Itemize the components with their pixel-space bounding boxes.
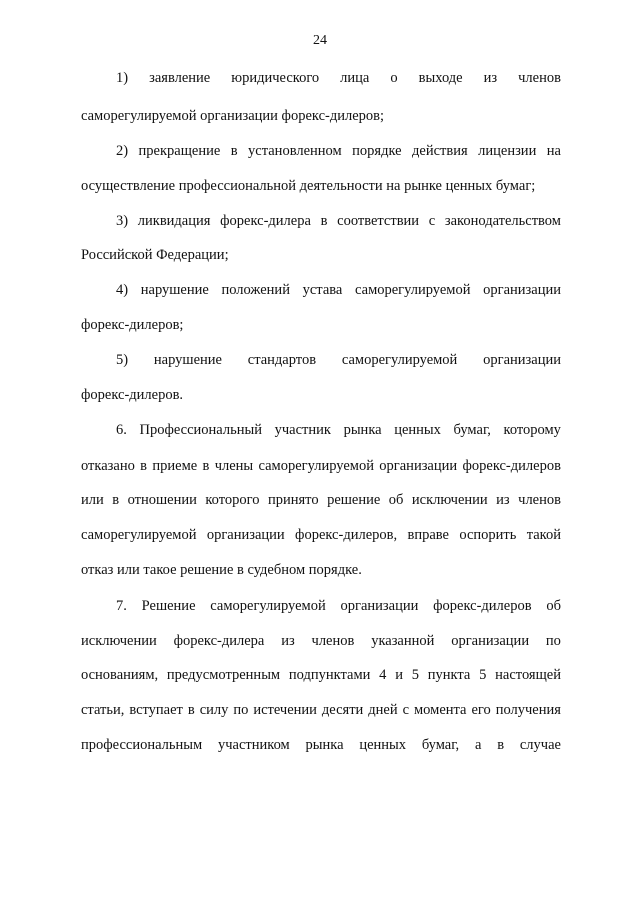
word: по xyxy=(233,702,249,718)
word: в xyxy=(320,213,328,229)
word: члены xyxy=(214,458,254,474)
word: порядке xyxy=(352,143,402,159)
word: 5) xyxy=(116,352,129,368)
word: предусмотренным xyxy=(166,667,281,683)
para-7-line-1 xyxy=(116,596,561,616)
word: саморегулируемой xyxy=(355,282,471,298)
para-7-line-2 xyxy=(81,631,561,651)
word: нарушение xyxy=(153,352,222,368)
word: организации xyxy=(379,458,458,474)
word: 1) xyxy=(116,70,129,86)
word: действия xyxy=(412,143,468,159)
word: момента xyxy=(414,702,467,718)
word: саморегулируемой xyxy=(258,458,374,474)
word: организации xyxy=(451,633,530,649)
item-3-line-1 xyxy=(116,211,561,231)
item-5-line-2: форекс-дилеров. xyxy=(81,387,184,403)
word: форекс-дилеров xyxy=(462,458,561,474)
para-6-line-1 xyxy=(116,420,561,440)
para-7-line-3 xyxy=(81,665,561,685)
word: из xyxy=(281,633,295,649)
word: подпунктами xyxy=(288,667,371,683)
word: саморегулируемой xyxy=(81,527,197,543)
item-4-line-1 xyxy=(116,280,561,300)
word: бумаг, xyxy=(453,422,491,438)
para-6-line-3 xyxy=(81,490,561,510)
word: в xyxy=(112,492,120,508)
word: об xyxy=(388,492,404,508)
word: участник xyxy=(274,422,331,438)
word: приеме xyxy=(152,458,198,474)
word: выходе xyxy=(418,70,463,86)
word: о xyxy=(390,70,398,86)
word: стандартов xyxy=(247,352,317,368)
word: соответствии xyxy=(337,213,420,229)
word: случае xyxy=(519,737,561,753)
word: в xyxy=(230,143,238,159)
word: рынка xyxy=(343,422,382,438)
word: членов xyxy=(311,633,355,649)
para-6-line-4 xyxy=(81,525,561,545)
word: из xyxy=(483,70,498,86)
word: саморегулируемой xyxy=(341,352,458,368)
word: бумаг, xyxy=(421,737,460,753)
item-1-line-2: саморегулируемой организации форекс-дилеров; xyxy=(81,108,385,124)
word: 3) xyxy=(116,213,129,229)
word: членов xyxy=(518,492,561,508)
word: ценных xyxy=(394,422,441,438)
word: решение xyxy=(327,492,381,508)
item-2-line-1 xyxy=(116,141,561,161)
word: десяти xyxy=(321,702,364,718)
word: отказано xyxy=(81,458,135,474)
word: дней xyxy=(368,702,398,718)
word: в xyxy=(187,702,195,718)
word: прекращение xyxy=(138,143,221,159)
word: на xyxy=(546,143,561,159)
word: с xyxy=(428,213,436,229)
word: в xyxy=(202,458,210,474)
word: оспорить xyxy=(459,527,517,543)
word: ценных xyxy=(359,737,407,753)
word: рынка xyxy=(305,737,344,753)
word: 5 xyxy=(411,667,419,683)
word: указанной xyxy=(371,633,435,649)
word: которого xyxy=(205,492,260,508)
para-7-line-5 xyxy=(81,735,561,755)
word: его xyxy=(471,702,491,718)
word: Решение xyxy=(141,598,196,614)
word: нарушение xyxy=(140,282,209,298)
word: участником xyxy=(217,737,290,753)
page-number: 24 xyxy=(313,33,327,48)
word: или xyxy=(81,492,104,508)
word: такой xyxy=(526,527,561,543)
word: истечении xyxy=(253,702,317,718)
word: лицензии xyxy=(478,143,537,159)
word: отношении xyxy=(127,492,197,508)
word: форекс-дилера xyxy=(173,633,265,649)
word: организации xyxy=(483,282,561,298)
para-7-line-4 xyxy=(81,700,561,720)
word: из xyxy=(496,492,510,508)
word: положений xyxy=(221,282,290,298)
word: организации xyxy=(483,352,561,368)
word: вступает xyxy=(129,702,183,718)
item-5-line-1 xyxy=(116,350,561,370)
word: с xyxy=(402,702,410,718)
word: в xyxy=(140,458,148,474)
word: а xyxy=(474,737,482,753)
item-4-line-2: форекс-дилеров; xyxy=(81,317,184,333)
item-3-line-2: Российской Федерации; xyxy=(81,247,229,263)
para-6-line-5: отказ или такое решение в судебном порядке. xyxy=(81,562,362,578)
word: исключении xyxy=(411,492,488,508)
word: силу xyxy=(199,702,229,718)
word: основаниям, xyxy=(81,667,159,683)
word: Профессиональный xyxy=(139,422,262,438)
word: членов xyxy=(518,70,561,86)
word: саморегулируемой xyxy=(210,598,326,614)
word: ликвидация xyxy=(137,213,211,229)
word: об xyxy=(546,598,561,614)
word: 5 xyxy=(479,667,487,683)
word: лица xyxy=(340,70,370,86)
word: 2) xyxy=(116,143,129,159)
word: организации xyxy=(206,527,285,543)
item-2-line-2: осуществление профессиональной деятельности на рынке ценных бумаг; xyxy=(81,178,536,194)
word: 4) xyxy=(116,282,129,298)
word: 4 xyxy=(379,667,387,683)
word: заявление xyxy=(149,70,211,86)
word: которому xyxy=(503,422,561,438)
word: устава xyxy=(302,282,343,298)
word: принято xyxy=(267,492,319,508)
word: организации xyxy=(340,598,419,614)
word: законодательством xyxy=(444,213,561,229)
word: в xyxy=(497,737,505,753)
word: настоящей xyxy=(495,667,561,683)
word: вправе xyxy=(407,527,449,543)
word: и xyxy=(395,667,403,683)
word: форекс-дилеров, xyxy=(295,527,398,543)
word: юридического xyxy=(231,70,320,86)
word: 6. xyxy=(116,422,127,438)
word: 7. xyxy=(116,598,127,614)
item-1-line-1 xyxy=(116,68,561,88)
word: установленном xyxy=(248,143,342,159)
word: статьи, xyxy=(81,702,125,718)
word: форекс-дилера xyxy=(220,213,311,229)
word: пункта xyxy=(427,667,471,683)
word: профессиональным xyxy=(81,737,203,753)
para-6-line-2 xyxy=(81,456,561,476)
word: получения xyxy=(495,702,561,718)
word: исключении xyxy=(81,633,157,649)
word: по xyxy=(545,633,561,649)
word: форекс-дилеров xyxy=(433,598,532,614)
